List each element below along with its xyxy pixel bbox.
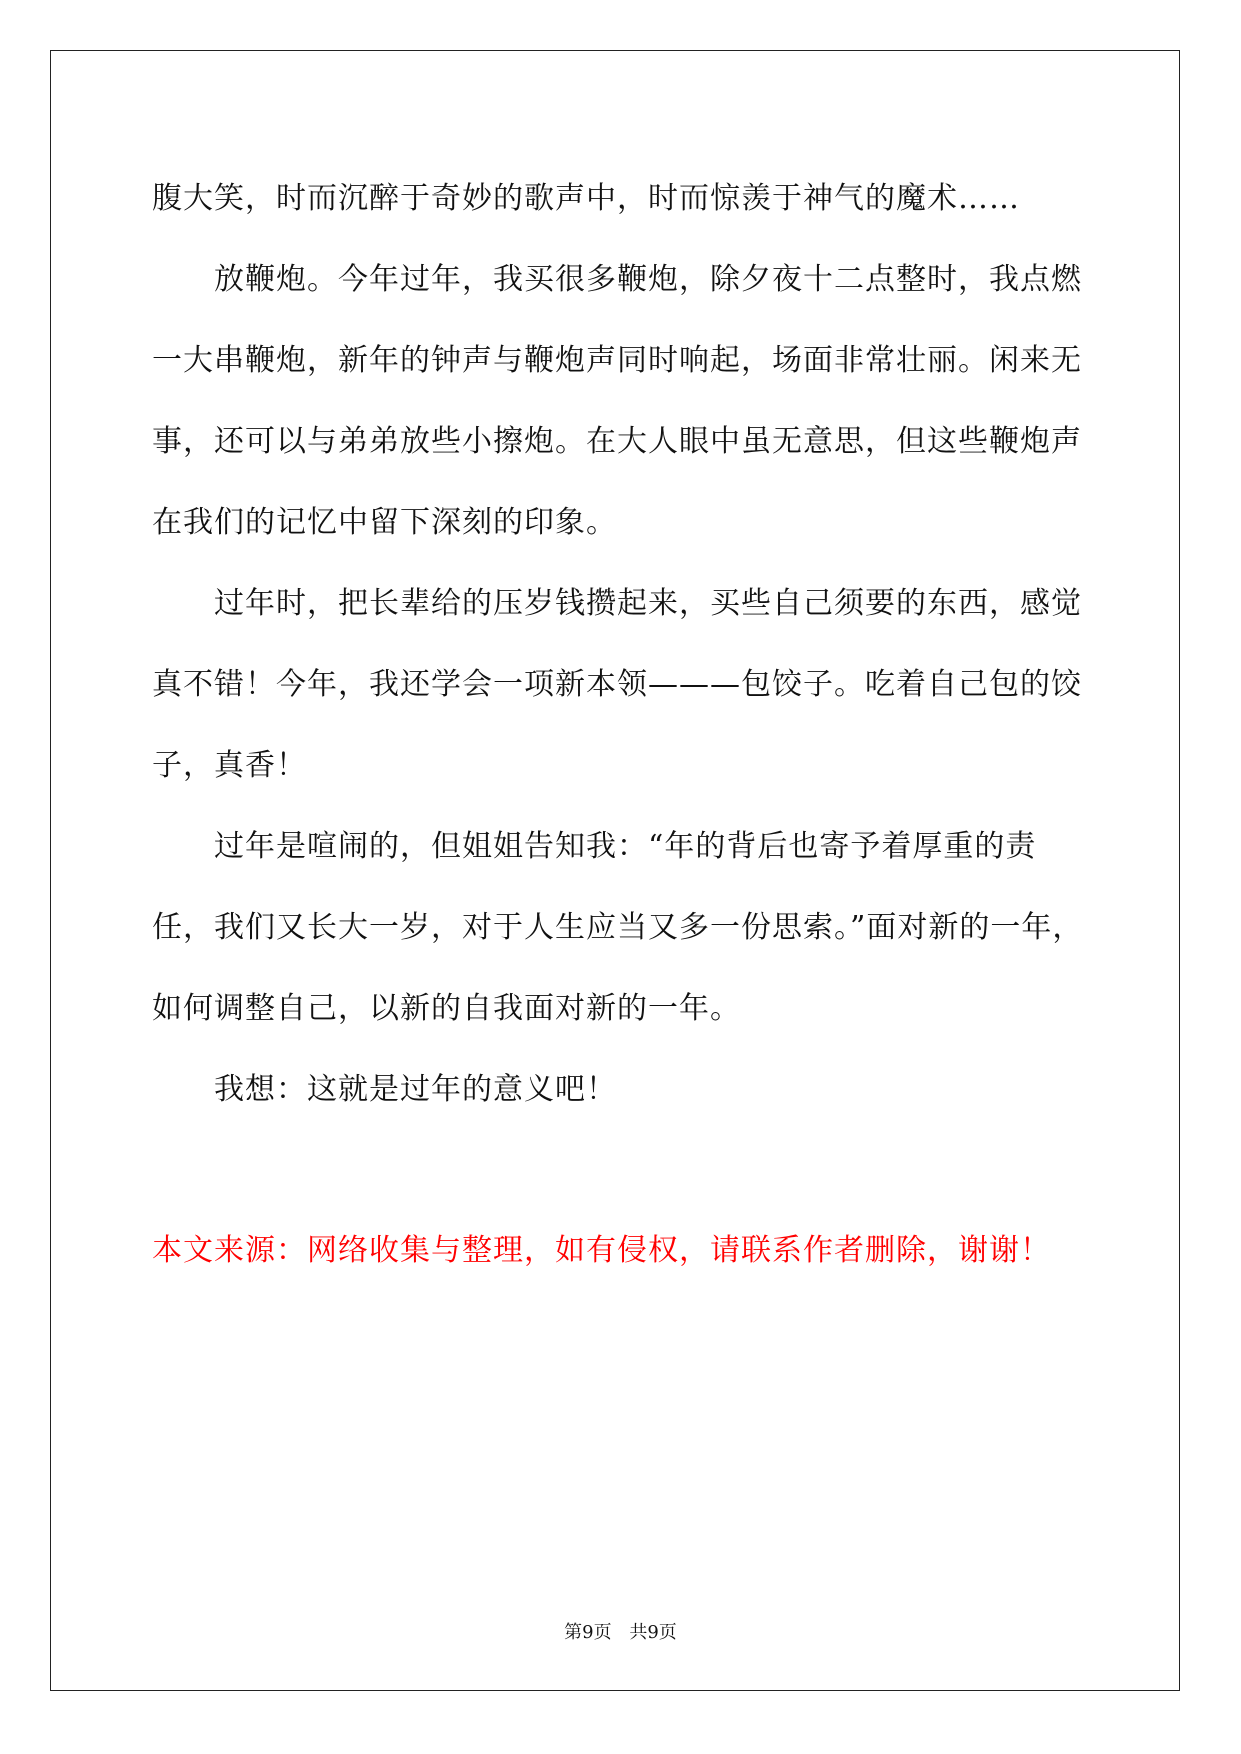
current-page-label: 第9页: [564, 1622, 612, 1643]
spacer: [152, 1130, 1092, 1210]
paragraph-continuation: 腹大笑，时而沉醉于奇妙的歌声中，时而惊羡于神气的魔术……: [152, 181, 1020, 216]
source-note: 本文来源：网络收集与整理，如有侵权，请联系作者删除，谢谢！: [152, 1233, 1051, 1268]
paragraph-lucky-money: 过年时，把长辈给的压岁钱攒起来，买些自己须要的东西，感觉真不错！今年，我还学会一项新本领———包饺子。吃着自己包的饺子，真香！: [152, 586, 1082, 783]
paragraph-firecrackers: 放鞭炮。今年过年，我买很多鞭炮，除夕夜十二点整时，我点燃一大串鞭炮，新年的钟声与鞭炮声同时响起，场面非常壮丽。闲来无事，还可以与弟弟放些小擦炮。在大人眼中虽无意思，但这些鞭炮声在我们的记忆中留下深刻的印象。: [152, 262, 1082, 540]
page-footer: [0, 1618, 1241, 1644]
paragraph-meaning: 我想：这就是过年的意义吧！: [214, 1072, 617, 1107]
document-body: [152, 160, 1092, 1291]
paragraph-responsibility: 过年是喧闹的，但姐姐告知我：“年的背后也寄予着厚重的责任，我们又长大一岁，对于人生应当又多一份思索。”面对新的一年，如何调整自己，以新的自我面对新的一年。: [152, 829, 1084, 1026]
total-pages-label: 共9页: [629, 1622, 677, 1643]
